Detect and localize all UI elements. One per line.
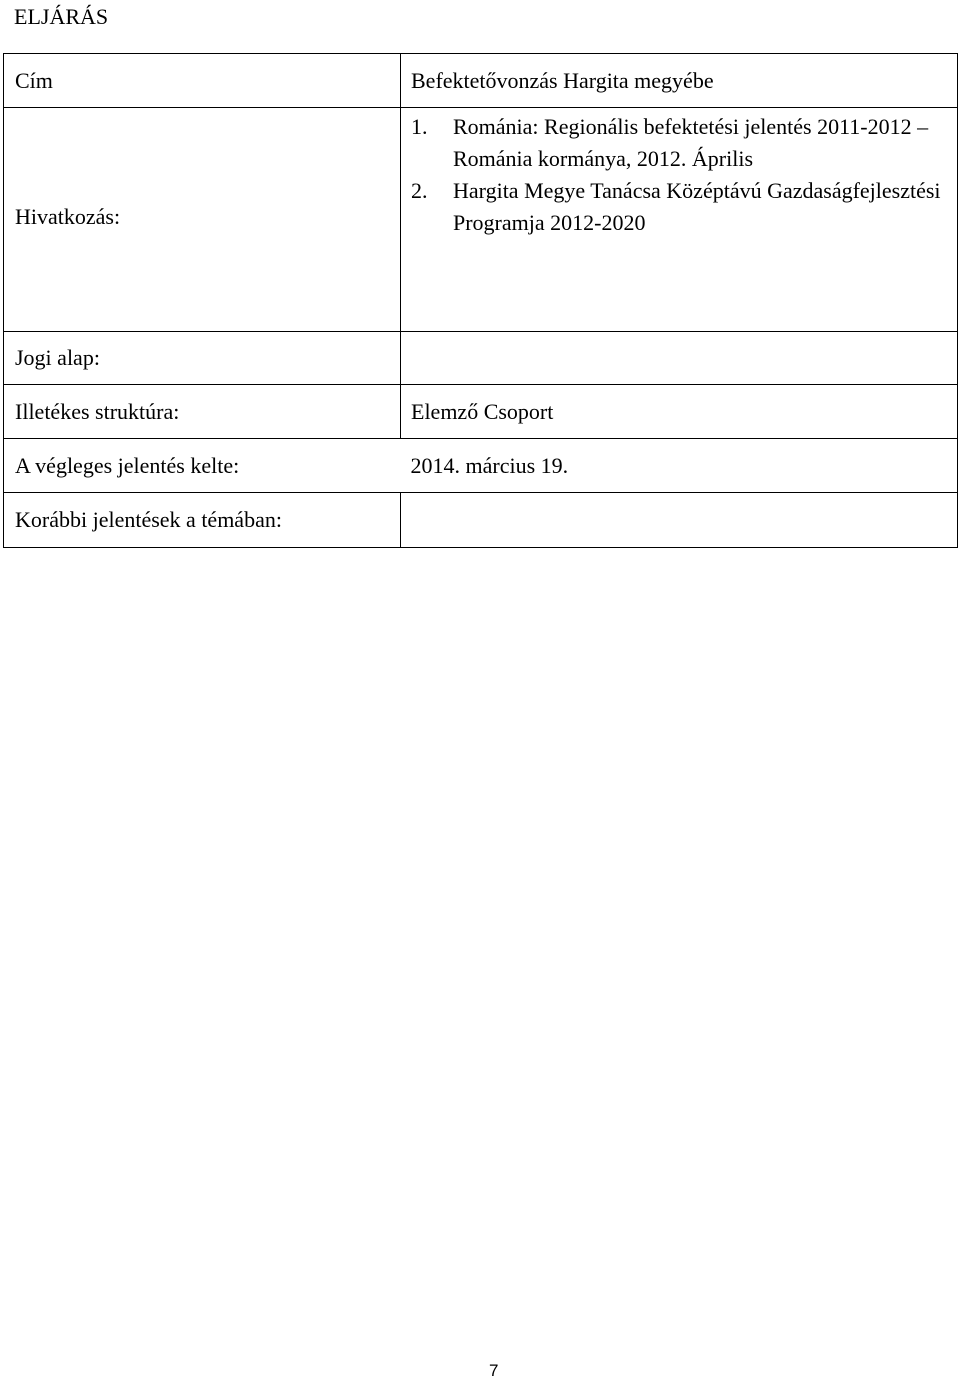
table-row-previous-reports <box>4 493 958 548</box>
page-number: 7 <box>489 1361 499 1380</box>
references-value <box>401 108 958 332</box>
legal-basis-value <box>401 332 958 385</box>
structure-label: Illetékes struktúra: <box>4 385 401 439</box>
reference-number: 2. <box>411 178 428 203</box>
table-row-final-date <box>4 439 958 493</box>
reference-number: 1. <box>411 114 428 139</box>
section-heading: ELJÁRÁS <box>14 4 109 29</box>
reference-item <box>411 111 947 175</box>
table-row-legal-basis <box>4 332 958 385</box>
references-list <box>411 111 947 239</box>
title-label: Cím <box>4 54 401 108</box>
table-row-title <box>4 54 958 108</box>
procedure-table <box>3 53 958 548</box>
previous-reports-value <box>401 493 958 548</box>
table-row-structure <box>4 385 958 439</box>
references-label: Hivatkozás: <box>4 108 401 332</box>
legal-basis-label: Jogi alap: <box>4 332 401 385</box>
final-report-date-label: A végleges jelentés kelte: <box>4 439 401 493</box>
final-report-date-value: 2014. március 19. <box>401 439 958 493</box>
previous-reports-label: Korábbi jelentések a témában: <box>4 493 401 548</box>
reference-text: Románia: Regionális befektetési jelentés 2011-2012 – Románia kormánya, 2012. Április <box>453 114 929 171</box>
structure-value: Elemző Csoport <box>401 385 958 439</box>
reference-text: Hargita Megye Tanácsa Középtávú Gazdaságfejlesztési Programja 2012-2020 <box>453 178 941 235</box>
title-value: Befektetővonzás Hargita megyébe <box>401 54 958 108</box>
reference-item <box>411 175 947 239</box>
table-row-references <box>4 108 958 332</box>
